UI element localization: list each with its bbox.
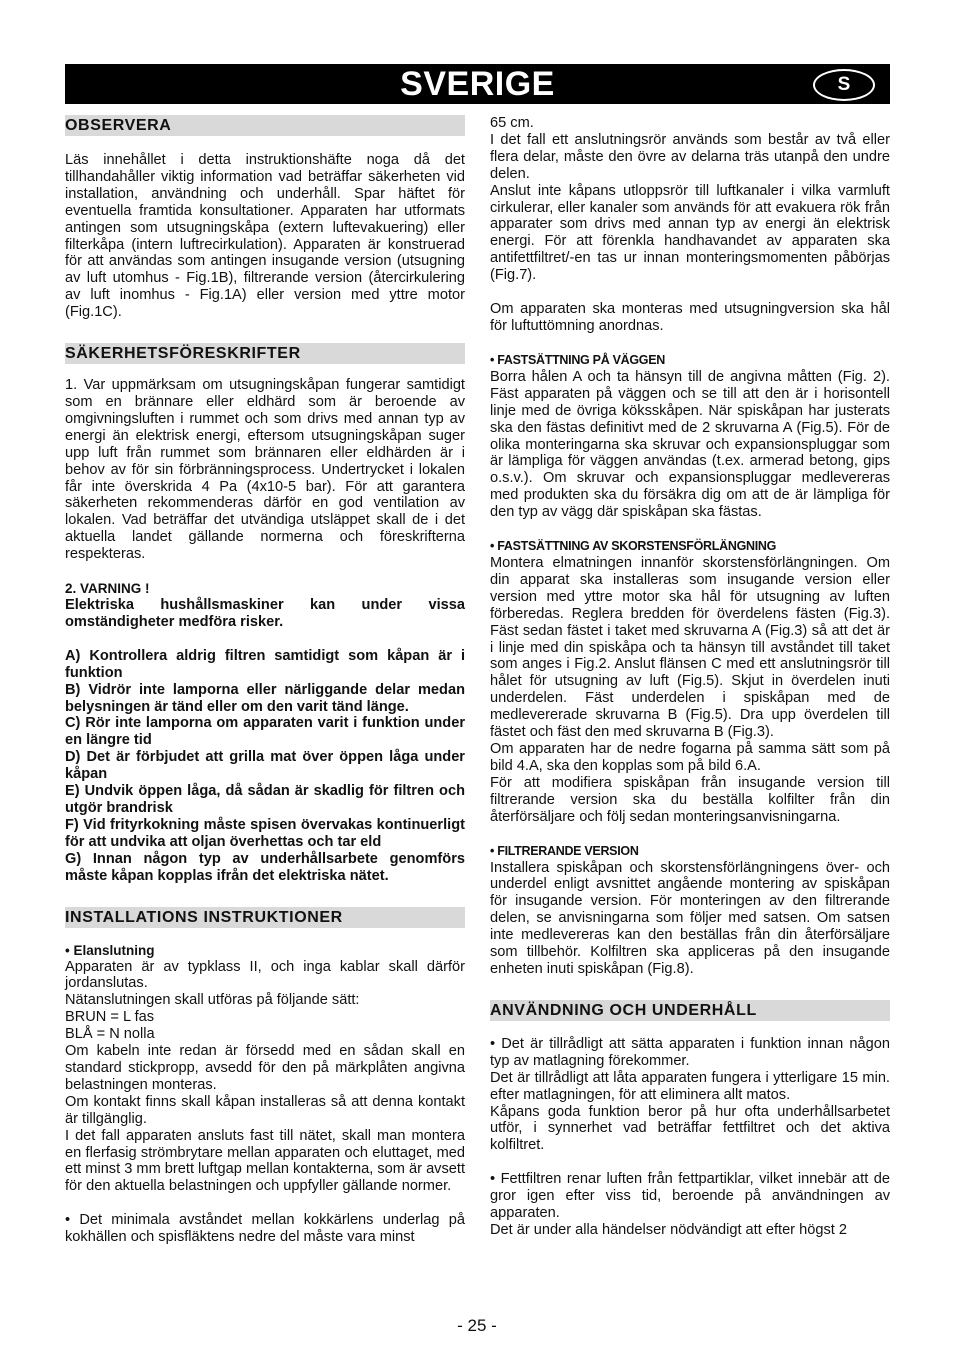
use-paragraph-5: Det är under alla händelser nödvändigt att efter högst 2 [490,1221,847,1238]
chimney-mount-title: • FASTSÄTTNING AV SKORSTENSFÖRLÄNGNING [490,539,777,554]
net-intro: Nätanslutningen skall utföras på följande sätt: [65,992,360,1009]
right-column [490,115,890,1239]
use-paragraph-2: Det är tillrådligt att låta apparaten fungera i ytterligare 15 min. efter matlagningen, för att eliminera allt matos. [490,1069,890,1103]
section-heading-use: ANVÄNDNING OCH UNDERHÅLL [490,1000,890,1021]
continued-text-4: Om apparaten ska monteras med utsugningversion ska hål för luftuttömning anordnas. [490,301,890,334]
continued-text-3: Anslut inte kåpans utloppsrör till luftkanaler i vilka varmluft cirkulerar, eller kanaler som används för att evakuera rök från apparater som drivs med annan typ av energi än elektrisk energi. För att förenkla handhavandet av apparaten ska antifettfiltret/-en tas ur innan monteringsmomenten påbörjas (Fig.7). [490,182,890,284]
list-item: B) Vidrör inte lamporna eller närliggande delar medan belysningen är tänd eller om den varit tänd länge. [65,681,465,715]
chimney-mount-text-2: Om apparaten har de nedre fogarna på samma sätt som på bild 4.A, ska den kopplas som på bild 6.A. [490,741,890,774]
use-paragraph-4: • Fettfiltren renar luften från fettpartiklar, vilket innebär att de gror igen efter viss tid, beroende på användningen av apparaten. [490,1171,890,1222]
use-paragraph-3: Kåpans goda funktion beror på hur ofta underhållsarbetet utför, i synnerhet vad beträffar fettfiltret och det aktiva kolfiltret. [490,1103,890,1154]
wire-brown: BRUN = L fas [65,1009,155,1026]
observera-text: Läs innehållet i detta instruktionshäfte noga då det tillhandahåller viktig information vad beträffar säkerheten vid installation, användning och underhåll. Spar häftet för eventuella framtida konsultationer. Apparaten har utformats antingen som utsugningskåpa (extern luftevakuering) eller filterkåpa (intern luftrecirkulation). Apparaten är konstruerad för att användas som antingen insugande version (utsugning av luft utomhus - Fig.1B), filtrerande version (återcirkulering av luft inomhus - Fig.1A) eller version med yttre motor (Fig.1C). [65,152,465,321]
country-title: SVERIGE [400,65,555,103]
section-heading-install: INSTALLATIONS INSTRUKTIONER [65,907,465,928]
min-distance-text: • Det minimala avståndet mellan kokkärlens underlag på kokhällen och spisfläktens nedre del måste vara minst [65,1212,465,1246]
page-number: - 25 - [457,1316,497,1335]
section-heading-safety: SÄKERHETSFÖRESKRIFTER [65,343,465,364]
wall-mount-title: • FASTSÄTTNING PÅ VÄGGEN [490,352,665,367]
chimney-mount-text: Montera elmatningen innanför skorstensförlängningen. Om din apparat ska installeras som insugande version eller version med yttre motor ska hål för utsugning av luften förberedas. Reglera bredden för överdelens fästen (Fig.3). Fäst sedan fästet i taket med skruvarna A (Fig.3) så att det är i linje med din spiskåpa och ta hänsyn till avståndet till taket som anges i Fig.2. Anslut flänsen C med ett anslutningsrör till hålet för utsugning av luft (Fig.5). Skjut in överdelen inuti underdelen. Fäst underdelen i spiskåpan med de medlevererade skruvarna B (Fig.5). Dra upp överdelen till fästet och fäst den med skruvarna B (Fig.3). [490,555,890,741]
elanslutning-title: • Elanslutning [65,942,155,958]
use-paragraph-1: • Det är tillrådligt att sätta apparaten i funktion innan någon typ av matlagning förekommer. [490,1035,890,1069]
section-heading-observera: OBSERVERA [65,115,465,136]
left-column [65,115,465,1246]
continued-text-1: 65 cm. [490,115,534,131]
list-item: C) Rör inte lamporna om apparaten varit i funktion under en längre tid [65,715,465,749]
list-item: F) Vid frityrkokning måste spisen övervakas kontinuerligt för att undvika att oljan överhettas och tar eld [65,816,465,850]
elanslutning-text: Apparaten är av typklass II, och inga kablar skall därför jordanslutas. [65,958,465,992]
warning-title: 2. VARNING ! [65,581,150,597]
safety-paragraph-1: 1. Var uppmärksam om utsugningskåpan fungerar samtidigt som en brännare eller eldhärd som är beroende av omgivningsluften i rummet och som drivs med annan typ av energi än elektrisk energi, eftersom utsugningskåpan suger upp luft från rummet som brännaren eller eldhärden är i behov av för sin förbränningsprocess. Undertrycket i lokalen får inte överskrida 4 Pa (4x10-5 bar). För att garantera säkerheten rekommenderas därför en god ventilation av lokalen. Vad beträffar det utvändiga utsläppet skall de i det aktuella landet gällande normerna och föreskrifterna respekteras. [65,377,465,563]
warning-text: Elektriska hushållsmaskiner kan under vissa omständigheter medföra risker. [65,597,465,630]
continued-text-2: I det fall ett anslutningsrör används som består av två eller flera delar, måste den övre av delarna träs utanpå den undre delen. [490,131,890,182]
list-item: G) Innan någon typ av underhållsarbete genomförs måste kåpan kopplas ifrån det elektriska nätet. [65,850,465,884]
fixed-connection-text: I det fall apparaten ansluts fast till nätet, skall man montera en flerfasig strömbrytare mellan apparaten och eluttaget, med ett minst 3 mm brett luftgap mellan kontakterna, som är avsett för den aktuella belastningen och uppfyller gällande normer. [65,1127,465,1195]
filter-version-text: Installera spiskåpan och skorstensförlängningens över- och underdel enligt avsnittet angående montering av spiskåpan för insugande version. För monteringen av den filtrerande delen, se anvisningarna som följer med satsen. Om satsen inte medlevereras kan den beställas från din återförsäljare som tillbehör. Kolfiltren ska appliceras på den insugande enheten inuti spiskåpan (Fig.8). [490,859,890,977]
plug-text: Om kabeln inte redan är försedd med en sådan skall en standard stickpropp, avsedd för den på märkplåten angivna belastningen monteras. [65,1043,465,1093]
chimney-mount-text-3: För att modifiera spiskåpan från insugande version till filtrerande version ska du beställa kolfilter från din återförsäljare och följ sedan monteringsanvisningarna. [490,774,890,825]
list-item: E) Undvik öppen låga, då sådan är skadlig för filtren och utgör brandrisk [65,783,465,816]
wall-mount-text: Borra hålen A och ta hänsyn till de angivna måtten (Fig. 2). Fäst apparaten på väggen och se till att den är i horisontell linje med de övriga köksskåpen. När spiskåpan har justerats ska den fästas definitivt med de 2 skruvarna A (Fig.5). För de olika monteringarna ska skruvar och expansionspluggar som är lämpliga för väggen användas (t.ex. armerad betong, gips o.s.v.). Om skruvar och expansionspluggar medlevereras med produkten ska du försäkra dig om att de är lämpliga för den typ av vägg där spiskåpan ska fästas. [490,368,890,521]
country-banner [65,64,890,104]
wire-blue: BLÅ = N nolla [65,1026,155,1043]
list-item: A) Kontrollera aldrig filtren samtidigt som kåpan är i funktion [65,647,465,681]
country-code-badge: S [813,69,875,101]
filter-version-title: • FILTRERANDE VERSION [490,843,639,858]
contact-text: Om kontakt finns skall kåpan installeras så att denna kontakt är tillgänglig. [65,1093,465,1127]
list-item: D) Det är förbjudet att grilla mat över öppen låga under kåpan [65,749,465,783]
warning-list [65,648,465,885]
